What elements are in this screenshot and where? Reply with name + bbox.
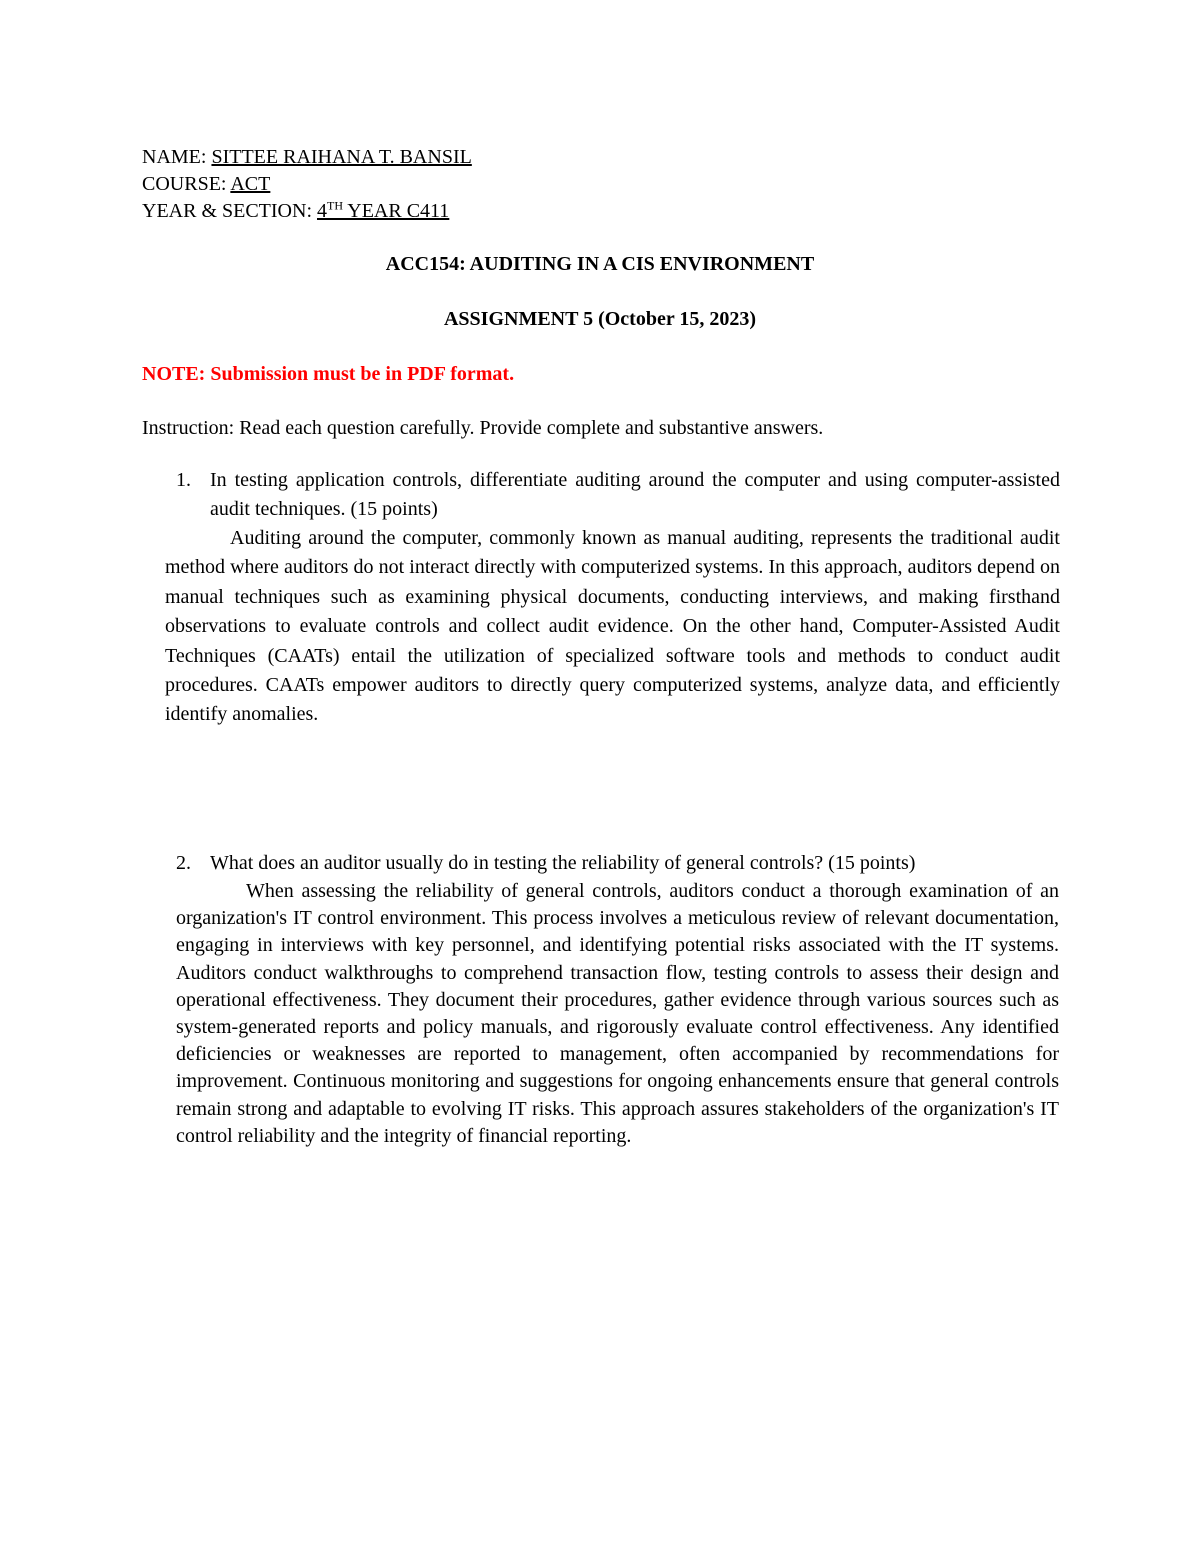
submission-note: NOTE: Submission must be in PDF format. [142,363,515,385]
year-section-rest: YEAR C411 [343,200,450,222]
course-title: ACC154: AUDITING IN A CIS ENVIRONMENT [385,253,815,275]
year-ordinal-suffix: TH [327,198,343,213]
question-2-answer: When assessing the reliability of general controls, auditors conduct a thorough examination of an organization's IT control environment. This process involves a meticulous review of relevant documentation, engaging in interviews with key personnel, and identifying potential risks associated with the IT systems. Auditors conduct walkthroughs to comprehend transaction flow, testing controls to assess their design and operational effectiveness. They document their procedures, gather evidence through various sources such as system-generated reports and policy manuals, and rigorously evaluate control effectiveness. Any identified deficiencies or weaknesses are reported to management, often accompanied by recommendations for improvement. Continuous monitoring and suggestions for ongoing enhancements ensure that general controls remain strong and adaptable to evolving IT risks. This approach assures stakeholders of the organization's IT control reliability and the integrity of financial reporting. [176,880,1059,1147]
year-section-label: YEAR & SECTION: [142,200,317,222]
question-2-number: 2. [176,852,191,874]
instruction-text: Instruction: Read each question carefully. Provide complete and substantive answers. [142,417,824,439]
question-1-text: In testing application controls, differentiate auditing around the computer and using computer-assisted audit techniques. (15 points) [210,469,1060,520]
course-label: COURSE: [142,173,231,195]
year-number: 4 [317,200,327,222]
year-section-line [142,199,449,223]
question-1-answer: Auditing around the computer, commonly known as manual auditing, represents the traditional audit method where auditors do not interact directly with computerized systems. In this approach, auditors depend on manual techniques such as examining physical documents, conducting interviews, and making firsthand observations to evaluate controls and collect audit evidence. On the other hand, Computer-Assisted Audit Techniques (CAATs) entail the utilization of specialized software tools and methods to conduct audit procedures. CAATs empower auditors to directly query computerized systems, analyze data, and efficiently identify anomalies. [165,527,1060,726]
year-section-value [317,200,449,222]
assignment-title: ASSIGNMENT 5 (October 15, 2023) [443,308,757,330]
question-1-number: 1. [176,469,191,491]
course-line [142,172,270,196]
name-line [142,145,472,169]
question-2-text: What does an auditor usually do in testing the reliability of general controls? (15 points) [210,852,916,874]
course-value: ACT [230,173,271,195]
name-label: NAME: [142,146,212,168]
name-value: SITTEE RAIHANA T. BANSIL [211,146,472,168]
